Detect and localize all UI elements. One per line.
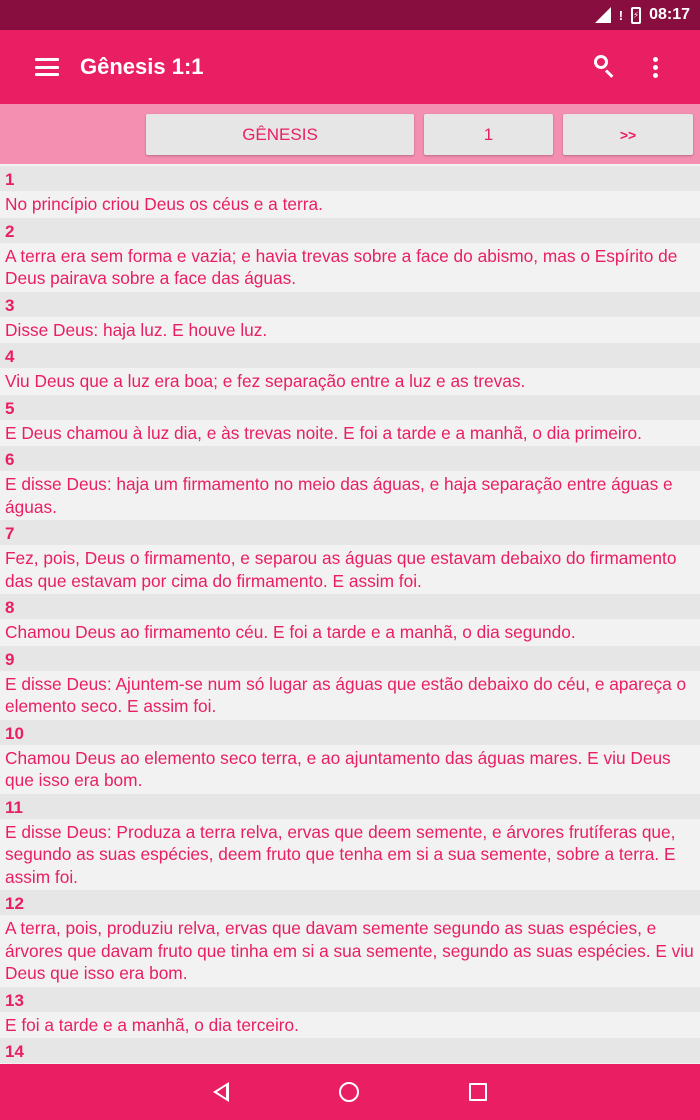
- home-icon[interactable]: [339, 1082, 359, 1102]
- signal-icon: [595, 7, 611, 23]
- verse-text[interactable]: No princípio criou Deus os céus e a terra.: [0, 191, 700, 218]
- book-select-button[interactable]: GÊNESIS: [146, 114, 414, 155]
- verse-list[interactable]: [0, 166, 700, 1064]
- system-nav-bar: [0, 1064, 700, 1120]
- verse-number: 3: [0, 292, 700, 317]
- more-options-icon[interactable]: [640, 52, 670, 82]
- verse-text[interactable]: Chamou Deus ao firmamento céu. E foi a tarde e a manhã, o dia segundo.: [0, 619, 700, 646]
- search-icon[interactable]: [590, 52, 620, 82]
- verse-number: 1: [0, 166, 700, 191]
- chapter-select-button[interactable]: 1: [424, 114, 553, 155]
- verse-number: 11: [0, 794, 700, 819]
- verse-text[interactable]: Disse Deus: haja luz. E houve luz.: [0, 317, 700, 344]
- verse-number: 5: [0, 395, 700, 420]
- verse-number: 14: [0, 1038, 700, 1063]
- verse-text[interactable]: Fez, pois, Deus o firmamento, e separou as águas que estavam debaixo do firmamento das que estavam por cima do firmamento. E assim foi.: [0, 545, 700, 594]
- verse-number: 6: [0, 446, 700, 471]
- verse-number: 8: [0, 594, 700, 619]
- verse-number: 10: [0, 720, 700, 745]
- verse-number: 13: [0, 987, 700, 1012]
- verse-text[interactable]: A terra era sem forma e vazia; e havia trevas sobre a face do abismo, mas o Espírito de Deus pairava sobre a face das águas.: [0, 243, 700, 292]
- app-bar: [0, 30, 700, 104]
- menu-icon[interactable]: [35, 58, 59, 76]
- verse-number: 9: [0, 646, 700, 671]
- verse-number: 4: [0, 343, 700, 368]
- status-time: 08:17: [649, 6, 690, 23]
- recents-icon[interactable]: [469, 1083, 487, 1101]
- status-bar: [0, 0, 700, 30]
- verse-text[interactable]: A terra, pois, produziu relva, ervas que davam semente segundo as suas espécies, e árvores que davam fruto que tinha em si a sua semente, segundo as suas espécies. E viu Deus que isso era bom.: [0, 915, 700, 987]
- verse-text[interactable]: E disse Deus: Ajuntem-se num só lugar as águas que estão debaixo do céu, e apareça o elemento seco. E assim foi.: [0, 671, 700, 720]
- verse-text[interactable]: E disse Deus: Produza a terra relva, ervas que deem semente, e árvores frutíferas que, segundo as suas espécies, deem fruto que tenha em si a sua semente, sobre a terra. E assim foi.: [0, 819, 700, 891]
- next-chapter-button[interactable]: >>: [563, 114, 693, 155]
- back-icon[interactable]: [213, 1082, 229, 1102]
- verse-text[interactable]: E Deus chamou à luz dia, e às trevas noite. E foi a tarde e a manhã, o dia primeiro.: [0, 420, 700, 447]
- verse-text[interactable]: Chamou Deus ao elemento seco terra, e ao ajuntamento das águas mares. E viu Deus que isso era bom.: [0, 745, 700, 794]
- verse-number: 12: [0, 890, 700, 915]
- verse-number: 2: [0, 218, 700, 243]
- chapter-nav-strip: [0, 104, 700, 164]
- alert-icon: !: [618, 7, 624, 23]
- verse-text[interactable]: E foi a tarde e a manhã, o dia terceiro.: [0, 1012, 700, 1039]
- verse-number: 7: [0, 520, 700, 545]
- verse-text[interactable]: Viu Deus que a luz era boa; e fez separação entre a luz e as trevas.: [0, 368, 700, 395]
- page-title: Gênesis 1:1: [80, 54, 204, 79]
- verse-text[interactable]: E disse Deus: haja um firmamento no meio das águas, e haja separação entre águas e águas.: [0, 471, 700, 520]
- battery-charging-icon: ⚡: [631, 7, 641, 24]
